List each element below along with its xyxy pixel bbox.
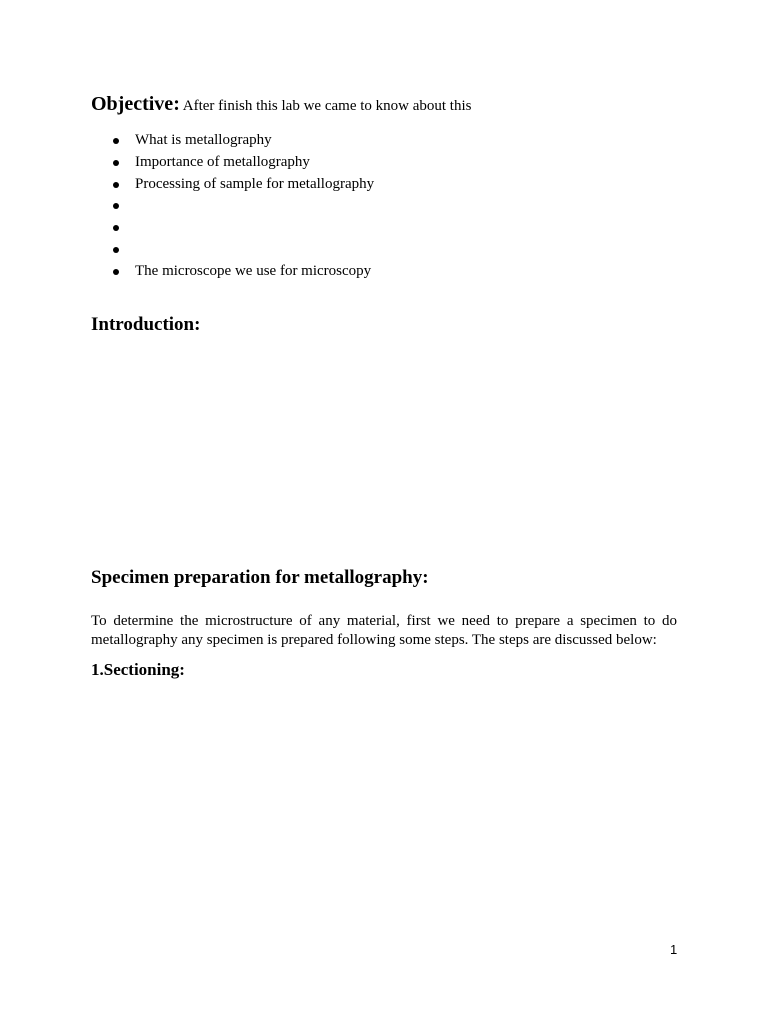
page-number: 1	[670, 942, 678, 957]
objective-line	[91, 93, 471, 116]
objective-heading: Objective:	[91, 93, 180, 115]
bullet-icon	[113, 247, 119, 253]
introduction-heading: Introduction:	[91, 314, 201, 335]
list-item	[113, 130, 374, 152]
list-item	[113, 217, 374, 239]
list-item-text: Importance of metallography	[135, 153, 310, 170]
bullet-icon	[113, 269, 119, 275]
list-item	[113, 261, 374, 283]
bullet-icon	[113, 138, 119, 144]
list-item-text: Processing of sample for metallography	[135, 175, 375, 192]
bullet-icon	[113, 225, 119, 231]
specimen-preparation-heading: Specimen preparation for metallography:	[91, 567, 429, 588]
list-item	[113, 174, 374, 196]
objective-text: After finish this lab we came to know about this	[179, 98, 472, 114]
sectioning-heading: 1.Sectioning:	[91, 660, 185, 679]
list-item	[113, 195, 374, 217]
bullet-icon	[113, 182, 119, 188]
bullet-icon	[113, 203, 119, 209]
objective-bullet-list	[113, 130, 374, 283]
bullet-icon	[113, 160, 119, 166]
list-item	[113, 152, 374, 174]
list-item-text: The microscope we use for microscopy	[135, 262, 372, 279]
list-item	[113, 239, 374, 261]
list-item-text: What is metallography	[135, 132, 272, 148]
specimen-paragraph: To determine the microstructure of any material, first we need to prepare a specimen to do metallography any specimen is prepared following some steps. The steps are discussed below:	[91, 613, 677, 648]
